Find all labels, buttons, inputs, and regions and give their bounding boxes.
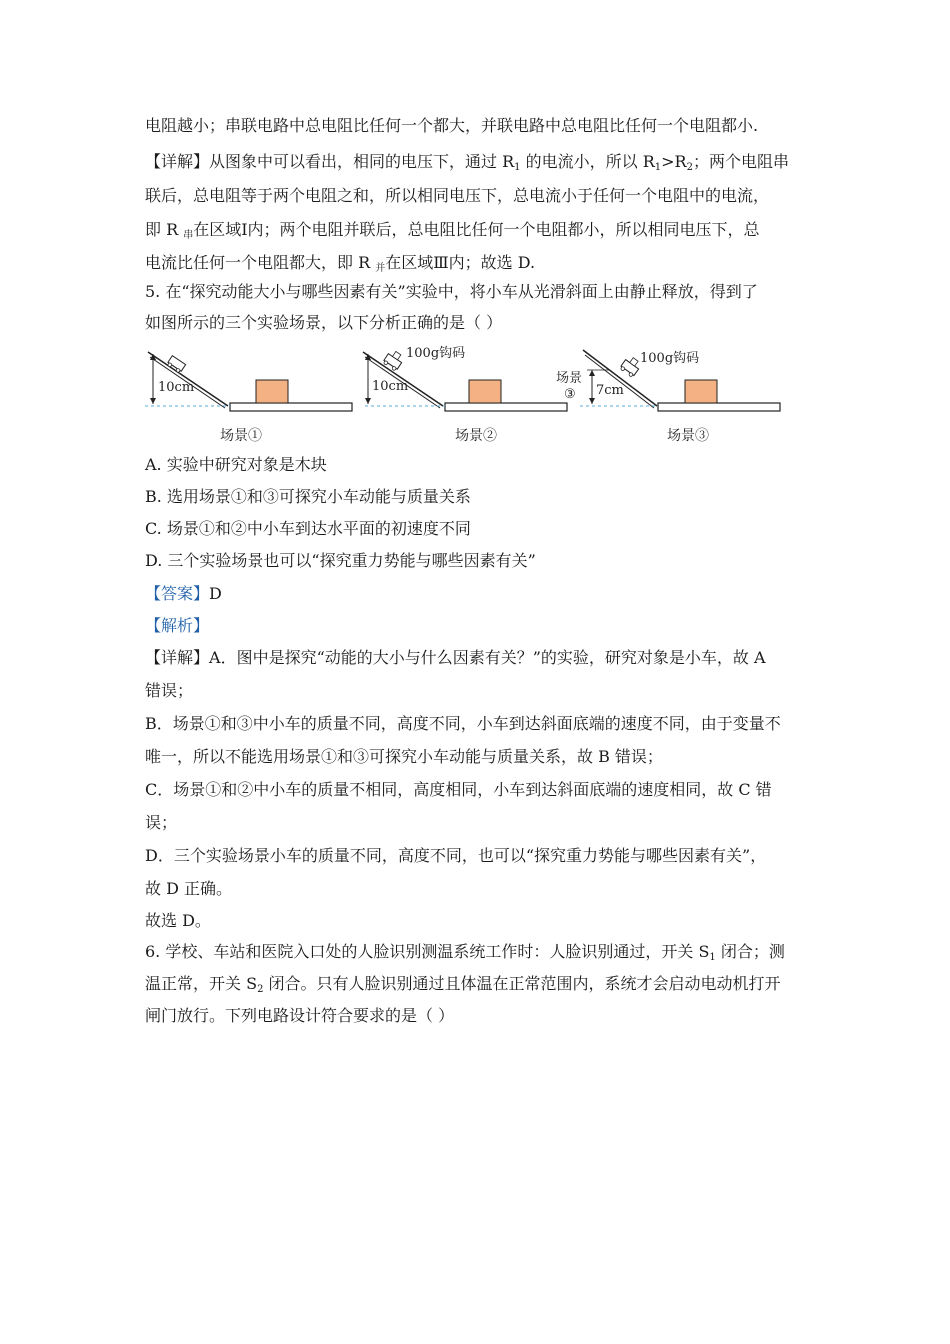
cart-with-weight-icon [619, 355, 642, 378]
text-span: 6. 学校、车站和医院入口处的人脸识别测温系统工作时：人脸识别通过，开关 S [145, 942, 710, 961]
question-6-text: 闸门放行。下列电路设计符合要求的是（ ） [145, 1006, 455, 1025]
answer-tag: 【答案】 [145, 584, 210, 603]
scene-2 [363, 346, 567, 444]
text-span: 在区域Ⅰ内；两个电阻并联后，总电阻比任何一个电阻都小，所以相同电压下，总 [193, 220, 760, 239]
detail-line: 错误； [145, 681, 194, 700]
text-span: A．图中是探究“动能的大小与什么因素有关？”的实验，研究对象是小车，故 A [209, 648, 766, 667]
detail-tag: 【详解】 [145, 648, 210, 667]
scene-1-height: 10cm [158, 380, 195, 395]
text-line [145, 152, 835, 172]
text-line: 联后，总电阻等于两个电阻之和，所以相同电压下，总电流小于任何一个电阻中的电流， [145, 186, 770, 205]
subscript: 1 [654, 162, 662, 173]
detail-line: 唯一，所以不能选用场景①和③可探究小车动能与质量关系，故 B 错误； [145, 747, 663, 766]
text-line [145, 253, 835, 273]
question-5-text: 如图所示的三个实验场景，以下分析正确的是（ ） [145, 313, 503, 332]
detail-line: C．场景①和②中小车的质量不相同，高度相同，小车到达斜面底端的速度相同，故 C 错 [145, 780, 772, 799]
text-span: 从图象中可以看出，相同的电压下，通过 R [209, 152, 515, 171]
experiment-diagram [140, 340, 800, 450]
text-span: 即 R [145, 220, 184, 239]
scene-3 [556, 350, 780, 444]
option-c: C. 场景①和②中小车到达水平面的初速度不同 [145, 519, 471, 538]
text-span: 闭合；测 [715, 942, 785, 961]
subscript: 1 [514, 162, 521, 173]
answer-value: D [209, 584, 222, 603]
question-6-text [145, 974, 835, 994]
analysis-tag: 【解析】 [145, 616, 210, 635]
scene-1-caption: 场景① [220, 428, 262, 444]
wood-block [685, 380, 717, 403]
wood-block [469, 380, 501, 403]
subscript: 并 [375, 263, 386, 274]
text-span: >R [661, 152, 687, 171]
experiment-figure [140, 340, 800, 450]
subscript: 串 [183, 230, 194, 241]
scene-2-weight: 100g钩码 [406, 346, 466, 361]
cart-icon [166, 356, 185, 374]
text-line: 电阻越小；串联电路中总电阻比任何一个都大，并联电路中总电阻比任何一个电阻都小. [145, 116, 759, 135]
question-6-text [145, 942, 835, 962]
text-span: 电流比任何一个电阻都大，即 R [145, 253, 376, 272]
scene-2-caption: 场景② [455, 428, 497, 444]
scene-3-caption: 场景③ [667, 428, 709, 444]
wood-block [256, 380, 288, 403]
text-span: 的电流小，所以 R [520, 152, 655, 171]
text-line [145, 220, 835, 240]
subscript: 2 [257, 984, 264, 995]
detail-line: D．三个实验场景小车的质量不同，高度不同，也可以“探究重力势能与哪些因素有关”， [145, 846, 767, 865]
scene-2-height: 10cm [372, 379, 409, 394]
subscript: 2 [686, 162, 693, 173]
detail-line: 故选 D。 [145, 911, 211, 930]
detail-line [145, 648, 835, 668]
text-span: 温正常，开关 S [145, 974, 258, 993]
detail-line: 故 D 正确。 [145, 879, 233, 898]
answer-line [145, 584, 222, 604]
detail-line: 误； [145, 813, 178, 832]
detail-tag: 【详解】 [145, 152, 210, 171]
option-a: A. 实验中研究对象是木块 [145, 455, 327, 474]
text-span: ；两个电阻串 [692, 152, 789, 171]
question-5-text: 5. 在“探究动能大小与哪些因素有关”实验中，将小车从光滑斜面上由静止释放，得到了 [145, 282, 758, 301]
option-d: D. 三个实验场景也可以“探究重力势能与哪些因素有关” [145, 551, 536, 570]
scene-3-side-label: 场景 [556, 371, 583, 386]
option-b: B. 选用场景①和③可探究小车动能与质量关系 [145, 487, 471, 506]
detail-line: B．场景①和③中小车的质量不同，高度不同，小车到达斜面底端的速度不同，由于变量不 [145, 714, 781, 733]
scene-3-side-number: ③ [564, 387, 576, 402]
scene-3-height: 7cm [596, 383, 624, 398]
scene-3-weight: 100g钩码 [640, 351, 700, 366]
subscript: 1 [709, 952, 716, 963]
scene-1 [145, 352, 352, 444]
text-span: 闭合。只有人脸识别通过且体温在正常范围内，系统才会启动电动机打开 [263, 974, 781, 993]
text-span: 在区域Ⅲ内；故选 D. [385, 253, 536, 272]
